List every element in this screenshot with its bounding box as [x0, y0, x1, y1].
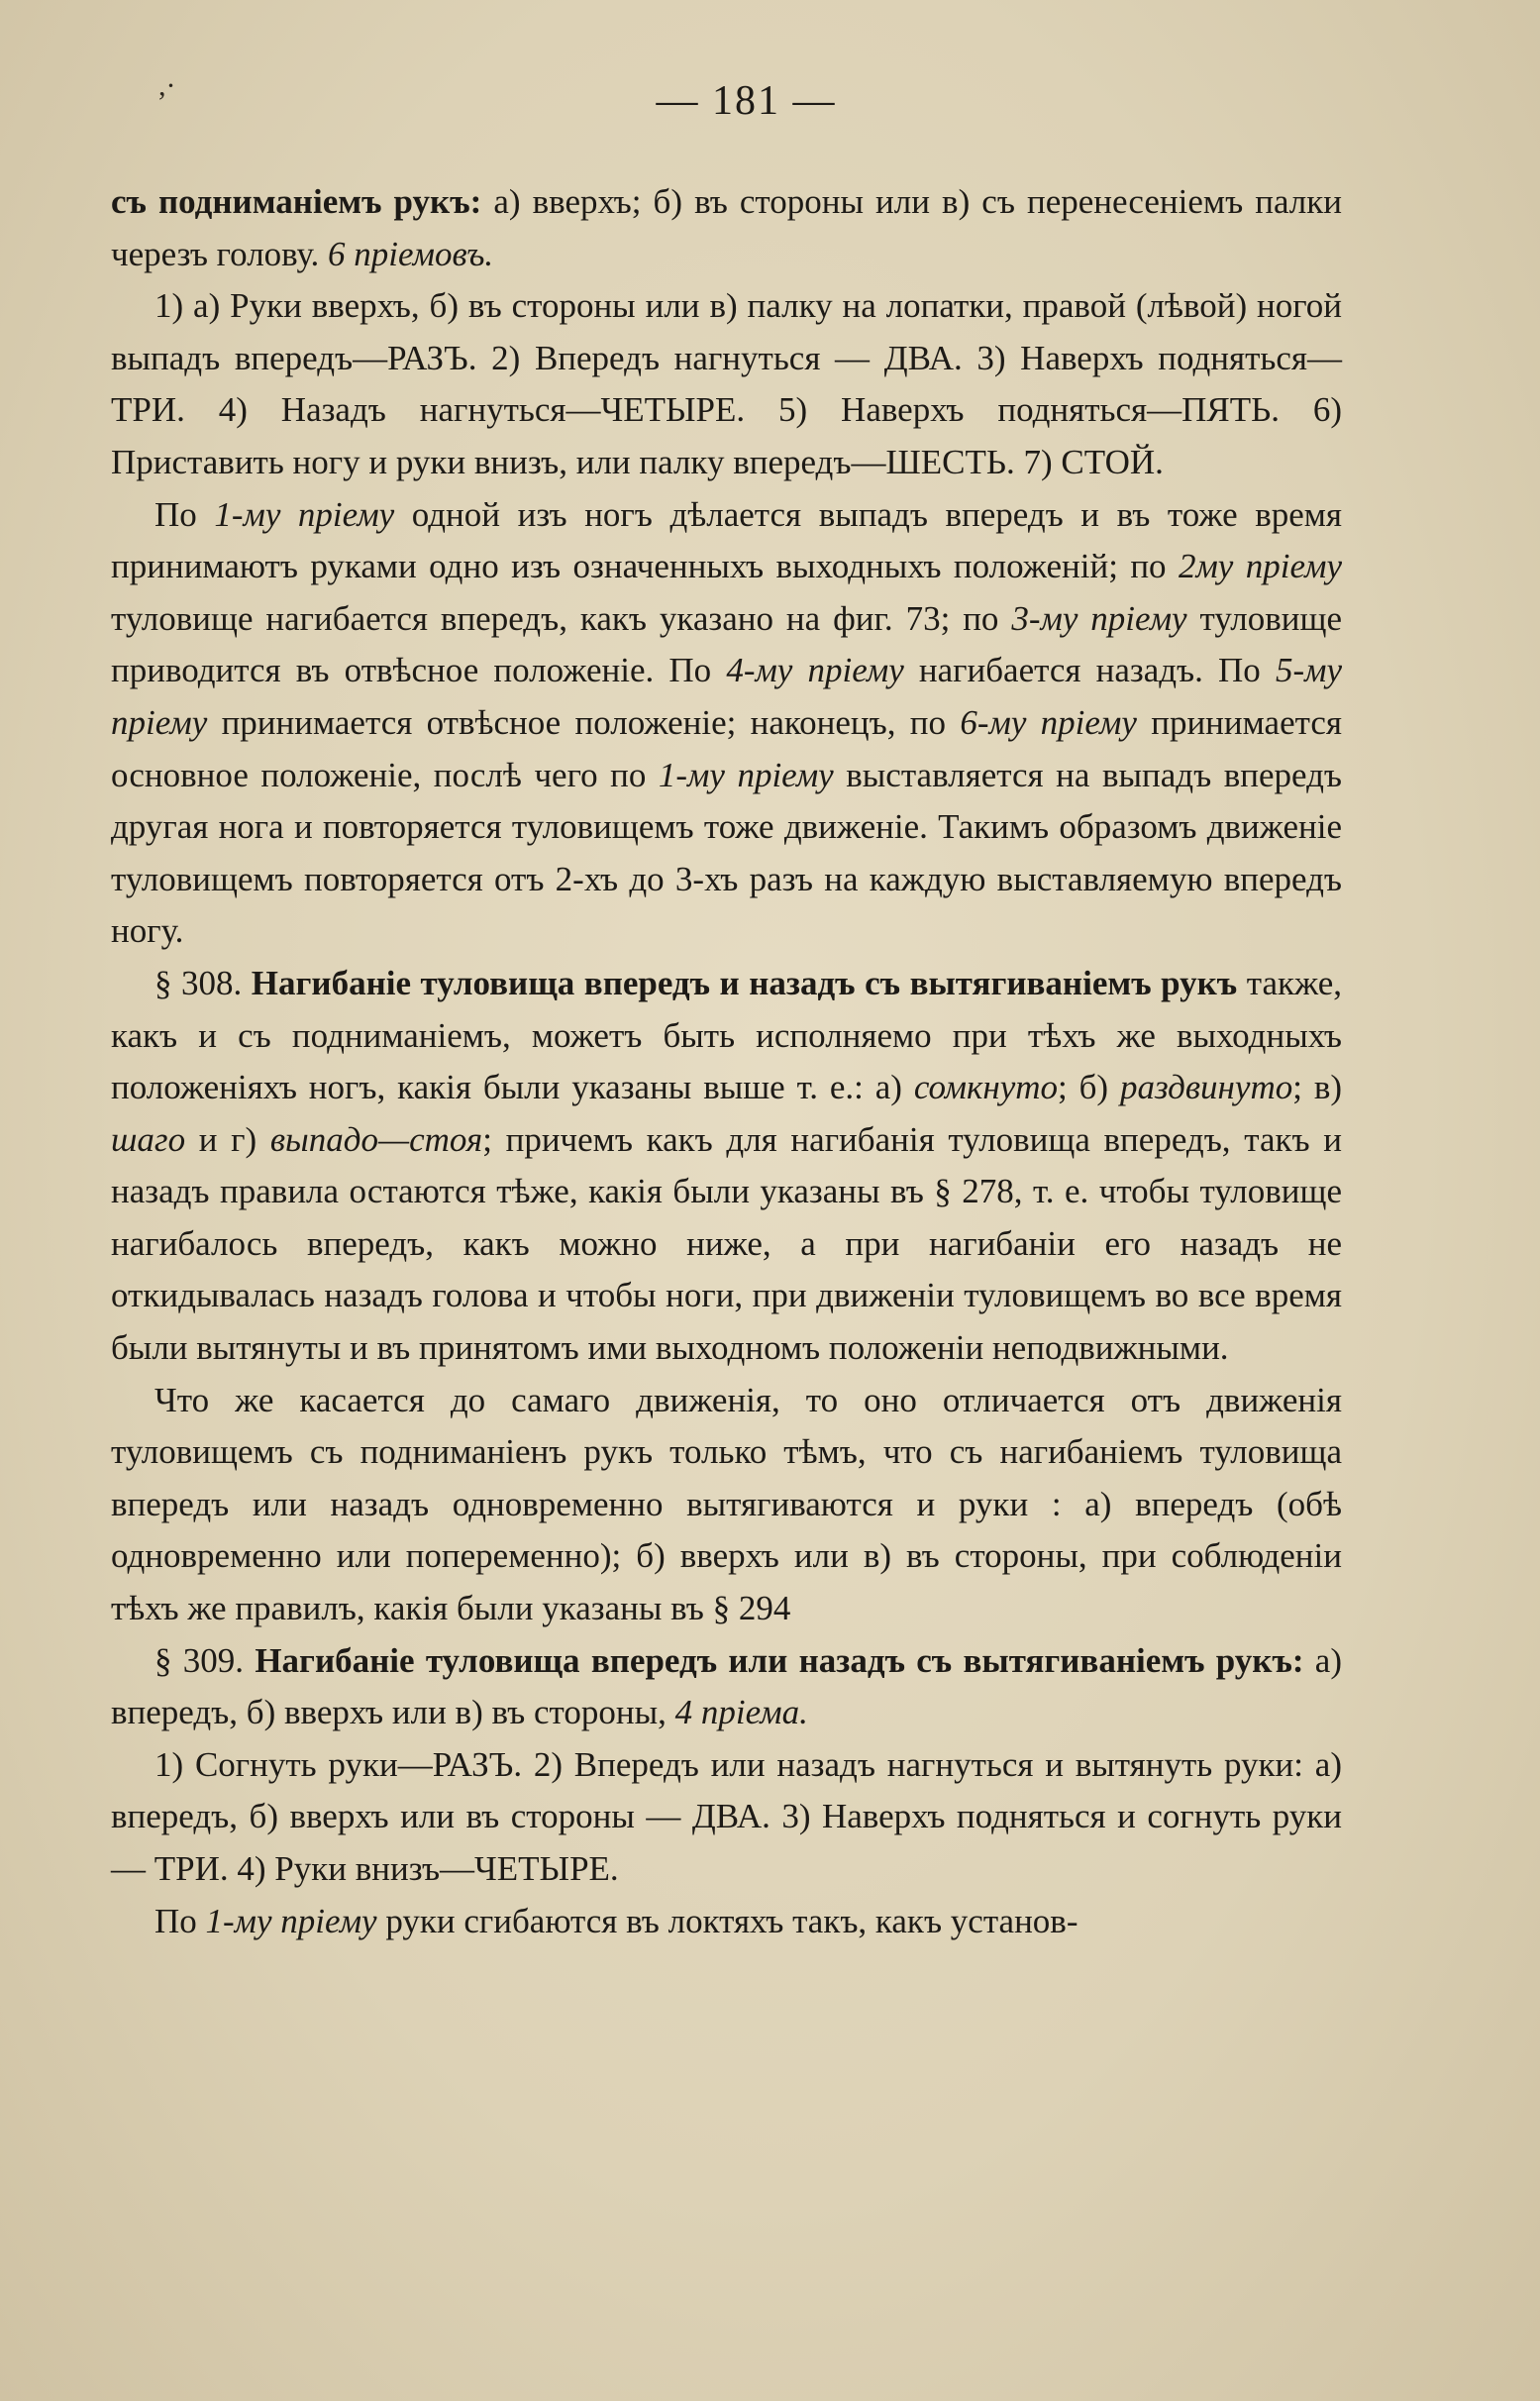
italic-term-text: 5-му пріему	[111, 651, 1342, 742]
bold-heading-text: Нагибаніе туловища впередъ или назадъ съ вытягиваніемъ рукъ:	[255, 1640, 1304, 1680]
italic-term-text: выпадо—стоя	[269, 1119, 483, 1159]
paragraph-text: также, какъ и съ подниманіемъ, можетъ быть исполняемо при тѣхъ же выходныхъ положеніяхъ ногъ, какія были указаны выше т. е.: а)	[111, 963, 1342, 1107]
paragraph-p2	[111, 280, 1342, 488]
paragraph-text: руки сгибаются въ локтяхъ такъ, какъ установ-	[376, 1901, 1078, 1940]
paragraph-p1	[111, 176, 1342, 280]
paragraph-text: 1) а) Руки вверхъ, б) въ стороны или в) палку на лопатки, правой (лѣвой) ногой выпадъ впередъ—РАЗЪ. 2) Впередъ нагнуться — ДВА. 3) Наверхъ подняться—ТРИ. 4) Назадъ нагнуться—ЧЕТЫРЕ. 5) Наверхъ подняться—ПЯТЬ. 6) Приставить ногу и руки внизъ, или палку впередъ—ШЕСТЬ. 7) СТОЙ.	[111, 286, 1342, 481]
paragraph-p5	[111, 1375, 1342, 1635]
italic-term-text: 2му пріему	[1178, 547, 1342, 586]
paragraph-text: По	[154, 494, 215, 534]
italic-term-text: 3-му пріему	[1011, 598, 1187, 638]
paragraph-p4	[111, 958, 1342, 1375]
paragraph-text: одной изъ ногъ дѣлается выпадъ впередъ и въ тоже время принимаютъ руками одно изъ означенныхъ выходныхъ положеній; по	[111, 494, 1342, 586]
paragraph-text: § 309.	[154, 1640, 256, 1680]
paragraph-text: и г)	[185, 1119, 270, 1159]
italic-term-text: 1-му пріему	[205, 1901, 377, 1940]
paragraph-text: § 308.	[154, 963, 252, 1002]
paragraph-p3	[111, 489, 1342, 958]
paragraph-text: туловище нагибается впередъ, какъ указано на фиг. 73; по	[111, 598, 1012, 638]
italic-term-text: раздвинуто	[1119, 1068, 1293, 1107]
italic-term-text: 6-му пріему	[960, 702, 1137, 742]
paragraph-text: ; б)	[1058, 1068, 1120, 1107]
paragraph-text: принимается основное положеніе, послѣ чего по	[111, 702, 1342, 794]
paragraph-text: По	[154, 1901, 206, 1940]
paragraph-p8	[111, 1896, 1342, 1948]
italic-term-text: 4 пріема.	[674, 1693, 808, 1732]
italic-term-text: 1-му пріему	[658, 755, 834, 794]
bold-heading-text: Нагибаніе туловища впередъ и назадъ съ вытягиваніемъ рукъ	[251, 963, 1238, 1002]
print-speck-mark: ,·	[158, 69, 176, 102]
body-text	[111, 176, 1342, 1947]
italic-term-text: шаго	[111, 1119, 186, 1159]
paragraph-text: нагибается назадъ. По	[903, 651, 1276, 690]
italic-term-text: 4-му пріему	[726, 651, 904, 690]
italic-term-text: 6 пріемовъ.	[328, 234, 494, 273]
paragraph-p7	[111, 1739, 1342, 1896]
paragraph-text: принимается отвѣсное положеніе; наконецъ, по	[207, 702, 961, 742]
paragraph-text: а) вверхъ; б) въ стороны или в) съ перенесеніемъ палки черезъ голову.	[111, 182, 1343, 273]
paragraph-p6	[111, 1635, 1342, 1739]
page-number: — 181 —	[656, 78, 837, 124]
italic-term-text: 1-му пріему	[214, 494, 395, 534]
paragraph-text: выставляется на выпадъ впередъ другая нога и повторяется туловищемъ тоже движеніе. Такимъ образомъ движеніе туловищемъ повторяется отъ 2-хъ до 3-хъ разъ на каждую выставляемую впередъ ногу.	[111, 755, 1342, 951]
paragraph-text: Что же касается до самаго движенія, то оно отличается отъ движенія туловищемъ съ подниманіенъ рукъ только тѣмъ, что съ нагибаніемъ туловища впередъ или назадъ одновременно вытягиваются и руки : а) впередъ (обѣ одновременно или попеременно); б) вверхъ или в) въ стороны, при соблюденіи тѣхъ же правилъ, какія были указаны въ § 294	[111, 1380, 1342, 1628]
paragraph-text: ; причемъ какъ для нагибанія туловища впередъ, такъ и назадъ правила остаются тѣже, какія были указаны въ § 278, т. е. чтобы туловище нагибалось впередъ, какъ можно ниже, а при нагибаніи его назадъ не откидывалась назадъ голова и чтобы ноги, при движеніи туловищемъ во все время были вытянуты и въ принятомъ ими выходномъ положеніи неподвижными.	[111, 1119, 1342, 1368]
paragraph-text: ; в)	[1292, 1068, 1343, 1107]
bold-heading-text: съ подниманіемъ рукъ:	[111, 182, 482, 221]
paragraph-text: туловище приводится въ отвѣсное положеніе. По	[111, 598, 1342, 690]
italic-term-text: сомкнуто	[913, 1068, 1059, 1107]
paragraph-text: а) впередъ, б) вверхъ или в) въ стороны,	[111, 1640, 1342, 1732]
paragraph-text: 1) Согнуть руки—РАЗЪ. 2) Впередъ или назадъ нагнуться и вытянуть руки: а) впередъ, б) вверхъ или въ стороны — ДВА. 3) Наверхъ подняться и согнуть руки — ТРИ. 4) Руки внизъ—ЧЕТЫРЕ.	[111, 1744, 1342, 1888]
